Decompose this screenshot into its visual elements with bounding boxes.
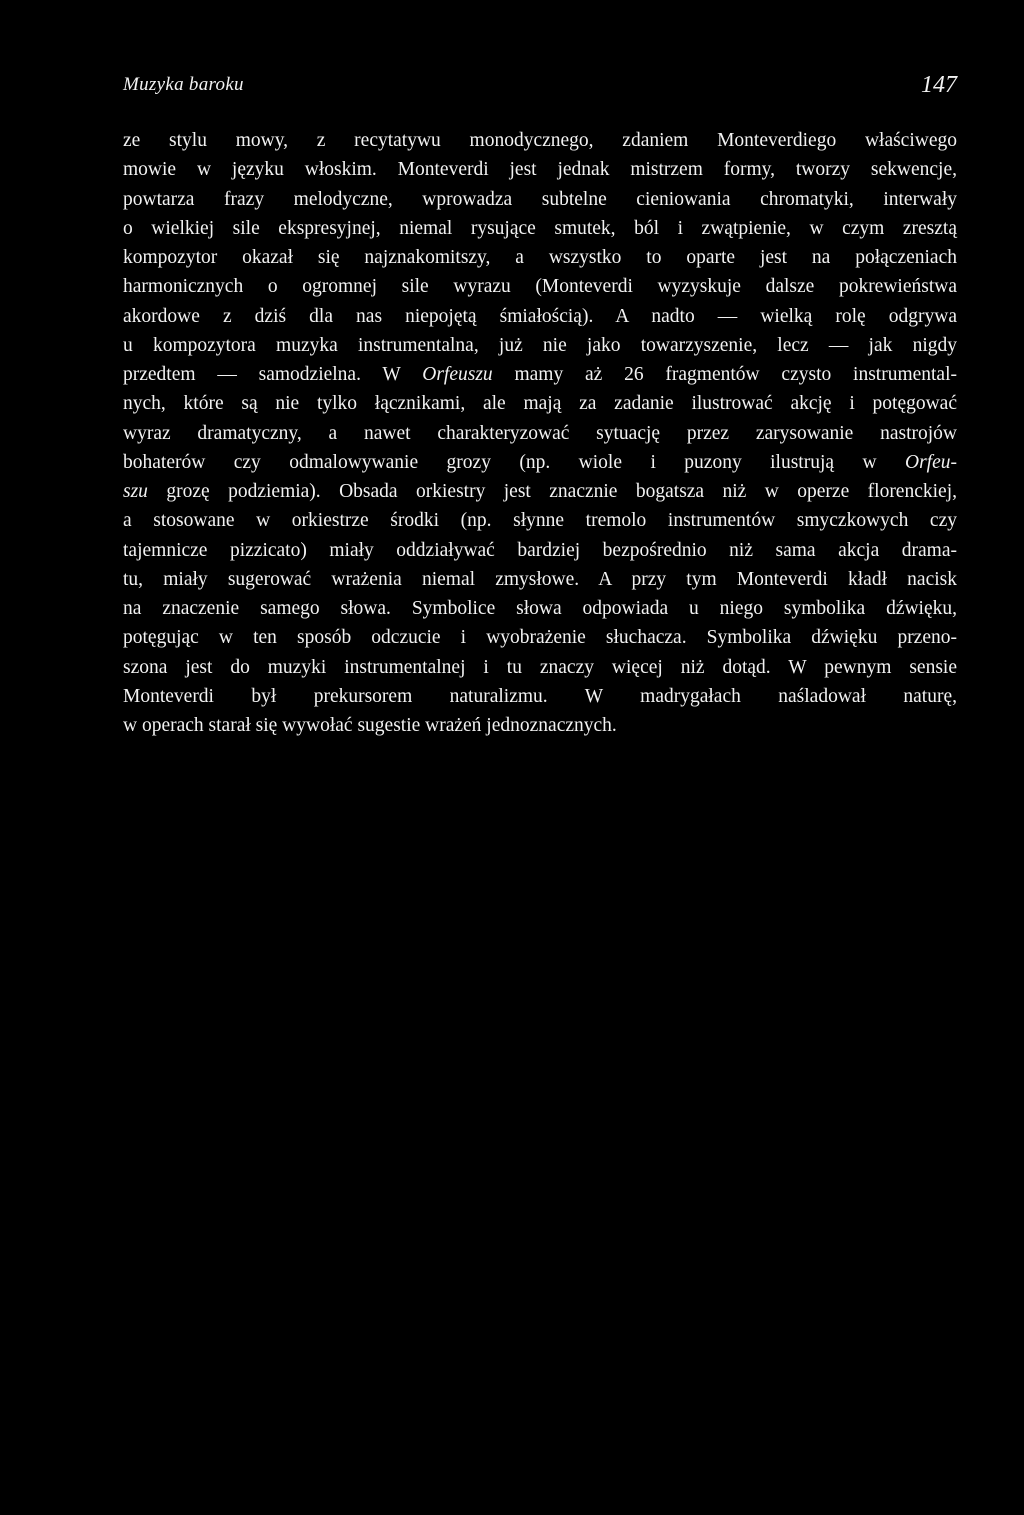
text-line: u kompozytora muzyka instrumentalna, już nie jako towarzyszenie, lecz — jak nigdy [123,334,957,356]
text-line: w operach starał się wywołać sugestie wrażeń jednoznacznych. [123,715,617,736]
page-number: 147 [921,72,957,98]
text-line: o wielkiej sile ekspresyjnej, niemal rysujące smutek, ból i zwątpienie, w czym zresztą [123,217,957,239]
text-run: mamy aż 26 fragmentów czysto instrumental- [492,364,957,385]
work-title-orfeuszu: Orfeuszu [422,364,493,385]
text-run: przedtem — samodzielna. W [123,364,423,385]
text-line: tu, miały sugerować wrażenia niemal zmysłowe. A przy tym Monteverdi kładł nacisk [123,568,957,590]
text-line: a stosowane w orkiestrze środki (np. słynne tremolo instrumentów smyczkowych czy [123,510,957,532]
running-head [123,72,957,102]
text-line: potęgując w ten sposób odczucie i wyobrażenie słuchacza. Symbolika dźwięku przeno- [123,627,957,649]
work-title-orfeuszu-part1: Orfeu- [905,451,957,473]
text-line: mowie w języku włoskim. Monteverdi jest jednak mistrzem formy, tworzy sekwencje, [123,159,957,181]
text-line: kompozytor okazał się najznakomitszy, a wszystko to oparte jest na połączeniach [123,247,957,268]
text-line: powtarza frazy melodyczne, wprowadza subtelne cieniowania chromatyki, interwały [123,188,957,210]
text-line [123,448,957,477]
text-line: szona jest do muzyki instrumentalnej i tu znaczy więcej niż dotąd. W pewnym sensie [123,656,957,678]
work-title-orfeuszu-part2: szu [123,481,148,502]
text-line: Monteverdi był prekursorem naturalizmu. W madrygałach naśladował naturę, [123,685,957,707]
running-title: Muzyka baroku [123,74,244,95]
text-line: na znaczenie samego słowa. Symbolice słowa odpowiada u niego symbolika dźwięku, [123,598,957,619]
text-line: tajemnicze pizzicato) miały oddziaływać bardziej bezpośrednio niż sama akcja drama- [123,539,957,561]
text-run: grozę podziemia). Obsada orkiestry jest znacznie bogatsza niż w operze florenckiej, [147,481,957,502]
text-line: ze stylu mowy, z recytatywu monodycznego, zdaniem Monteverdiego właściwego [123,130,957,151]
text-line [123,360,957,389]
text-line [123,477,957,506]
text-run: bohaterów czy odmalowywanie grozy (np. wiole i puzony ilustrują w [123,451,905,473]
text-line: nych, które są nie tylko łącznikami, ale mają za zadanie ilustrować akcję i potęgować [123,393,957,415]
text-line: harmonicznych o ogromnej sile wyrazu (Monteverdi wyzyskuje dalsze pokrewieństwa [123,276,957,298]
text-line: akordowe z dziś dla nas niepojętą śmiałością). A nadto — wielką rolę odgrywa [123,305,957,327]
text-line: wyraz dramatyczny, a nawet charakteryzować sytuację przez zarysowanie nastrojów [123,422,957,444]
body-text [123,126,957,740]
